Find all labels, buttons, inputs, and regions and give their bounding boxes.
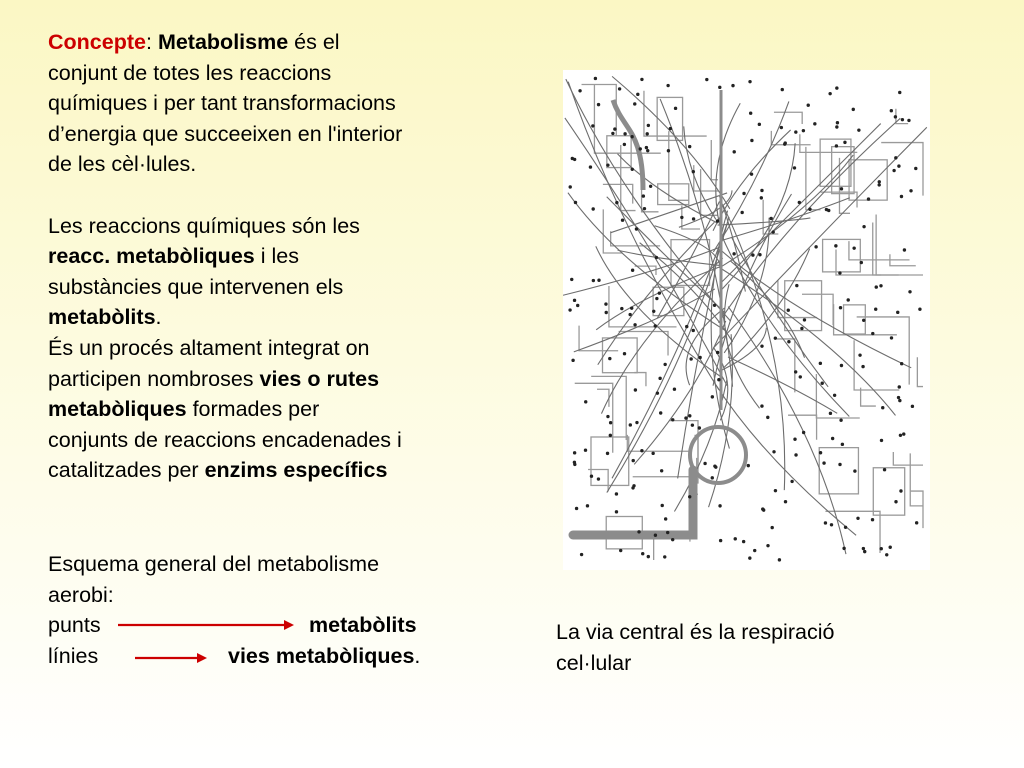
definition-line-5: de les cèl·lules. (48, 152, 197, 177)
arrow-right-icon (133, 651, 209, 665)
metabolic-map-diagram-icon (563, 70, 930, 570)
definition-line-3: químiques i per tant transformacions (48, 91, 396, 116)
reactions-line-3: substàncies que intervenen els (48, 274, 344, 299)
schema-lines-label: línies (48, 643, 99, 668)
process-line-4: conjunts de reaccions encadenades i (48, 427, 402, 452)
process-line-3-rest: formades per (186, 397, 320, 422)
enzymes-term: enzims específics (204, 458, 388, 483)
concept-term: Metabolisme (157, 30, 289, 54)
process-line-5 (48, 455, 402, 486)
concept-colon: : (145, 30, 152, 54)
reactions-line-2-rest: i les (254, 244, 299, 269)
reactions-term: reacc. metabòliques (48, 244, 255, 269)
process-line-2 (48, 364, 402, 395)
definition-line-1: és el (288, 30, 340, 54)
schema-pathways-period: . (414, 643, 421, 668)
definition-line-4: d’energia que succeeixen en l'interior (48, 121, 403, 146)
concept-line-1 (48, 27, 402, 58)
schema-block (48, 549, 421, 671)
process-line-5-text: catalitzades per (48, 458, 205, 483)
definition-line-2: conjunt de totes les reaccions (48, 60, 332, 85)
figure-caption (556, 617, 834, 678)
pathways-term-2: metabòliques (48, 397, 187, 422)
schema-title-line-2: aerobi: (48, 582, 114, 607)
metabolic-map-image (563, 70, 930, 570)
schema-row-lines (48, 641, 421, 672)
reactions-line-1: Les reaccions químiques són les (48, 213, 360, 238)
schema-metabolites-label: metabòlits (309, 613, 417, 638)
schema-points-label: punts (48, 613, 101, 638)
concept-label: Concepte (48, 30, 146, 54)
schema-pathways-label: vies metabòliques (228, 643, 415, 668)
caption-line-1: La via central és la respiració (556, 620, 835, 644)
reactions-line-4-rest: . (155, 305, 162, 330)
process-line-3 (48, 394, 402, 425)
process-line-2-text: participen nombroses (48, 366, 260, 391)
arrow-right-icon (116, 618, 296, 632)
caption-line-2: cel·lular (556, 650, 632, 675)
metabolites-term: metabòlits (48, 305, 156, 330)
pathways-term: vies o rutes (259, 366, 380, 391)
concept-text-block (48, 27, 402, 486)
reactions-line-4 (48, 302, 402, 333)
process-line-1: És un procés altament integrat on (48, 335, 370, 360)
reactions-line-2 (48, 241, 402, 272)
schema-title-line-1: Esquema general del metabolisme (48, 552, 380, 576)
schema-pathways-group (228, 641, 420, 672)
